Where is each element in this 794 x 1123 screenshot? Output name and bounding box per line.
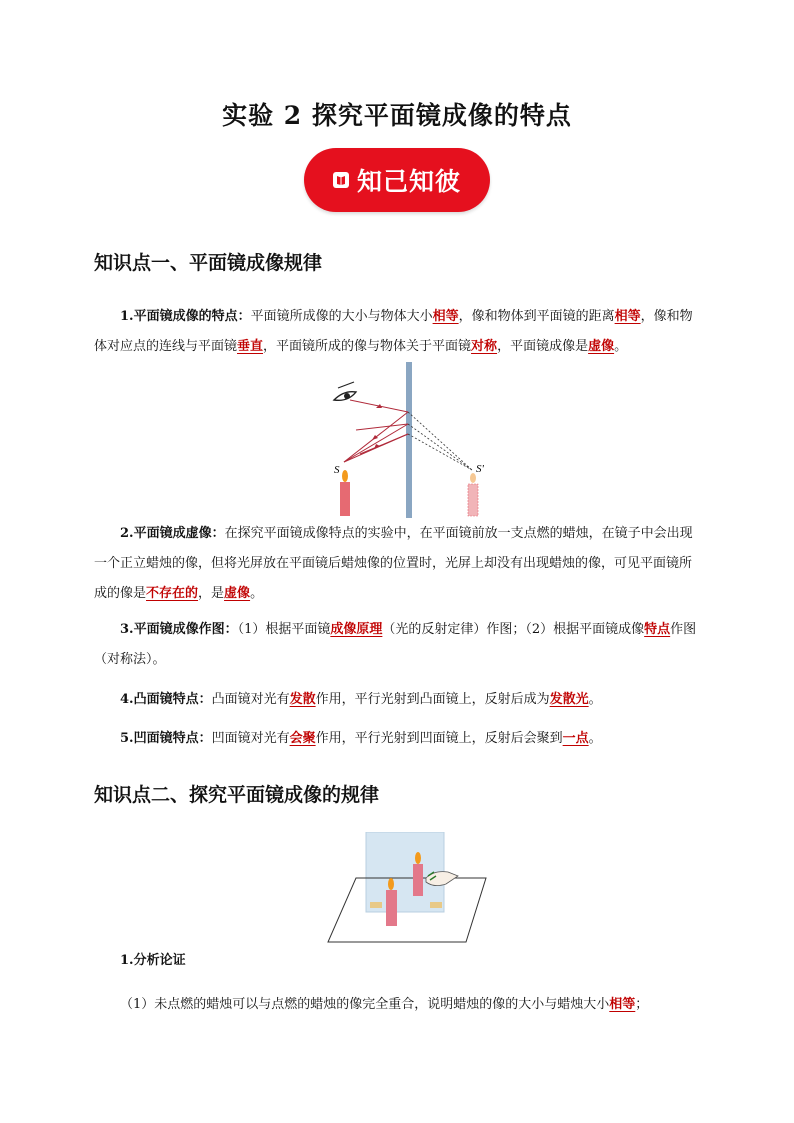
p3-text: （1）根据平面镜 bbox=[237, 622, 331, 637]
keyword: 相等 bbox=[609, 997, 636, 1012]
p6-label: 1.分析论证 bbox=[120, 953, 186, 968]
keyword: 不存在的 bbox=[146, 586, 199, 601]
page-title: 实验 2 探究平面镜成像的特点 bbox=[222, 101, 572, 130]
p4-text: 。 bbox=[588, 692, 602, 707]
label-s: S bbox=[334, 464, 340, 476]
p7-text: ； bbox=[635, 997, 649, 1012]
p3-text: 作图（对称法）。 bbox=[94, 622, 697, 667]
candle-image-icon bbox=[468, 473, 478, 516]
paragraph-3 bbox=[94, 615, 704, 675]
paragraph-7 bbox=[120, 990, 720, 1020]
section2-heading: 知识点二、探究平面镜成像的规律 bbox=[94, 784, 380, 806]
keyword: 特点 bbox=[644, 622, 671, 637]
keyword: 发散 bbox=[289, 692, 316, 707]
section1-heading: 知识点一、平面镜成像规律 bbox=[94, 252, 323, 274]
p1-text: 平面镜所成像的大小与物体大小 bbox=[250, 309, 433, 324]
p1-label: 1.平面镜成像的特点： bbox=[120, 309, 251, 324]
paragraph-2 bbox=[94, 519, 704, 609]
block-left bbox=[370, 902, 382, 908]
keyword: 相等 bbox=[614, 309, 641, 324]
paragraph-5 bbox=[94, 724, 704, 754]
p2-text: 。 bbox=[250, 586, 264, 601]
candle-experiment-figure bbox=[326, 832, 488, 944]
mirror-ray-diagram bbox=[320, 362, 500, 518]
label-s-prime: S' bbox=[476, 463, 484, 475]
keyword: 一点 bbox=[562, 731, 589, 746]
p2-text: 在探究平面镜成像特点的实验中，在平面镜前放一支点燃的蜡烛，在镜子中会出现一个正立蜡烛的像，但将光屏放在平面镜后蜡烛像的位置时，光屏上却没有出现蜡烛的像，可见平面镜所成的像是 bbox=[94, 526, 693, 601]
p3-text: （光的反射定律）作图；（2）根据平面镜成像 bbox=[382, 622, 645, 637]
keyword: 虚像 bbox=[224, 586, 251, 601]
p5-text: 作用，平行光射到凹面镜上，反射后会聚到 bbox=[315, 731, 563, 746]
section-badge bbox=[304, 148, 490, 212]
p3-label: 3.平面镜成像作图： bbox=[120, 622, 238, 637]
p5-label: 5.凹面镜特点： bbox=[120, 731, 212, 746]
keyword: 垂直 bbox=[237, 339, 264, 354]
p2-label: 2.平面镜成虚像： bbox=[120, 526, 225, 541]
paragraph-6 bbox=[94, 946, 704, 976]
keyword: 成像原理 bbox=[330, 622, 383, 637]
p1-text: 。 bbox=[614, 339, 628, 354]
badge-label: 知己知彼 bbox=[356, 167, 461, 196]
book-icon bbox=[333, 172, 349, 188]
keyword: 虚像 bbox=[588, 339, 615, 354]
eye-icon bbox=[334, 382, 356, 400]
p7-text: （1）未点燃的蜡烛可以与点燃的蜡烛的像完全重合，说明蜡烛的像的大小与蜡烛大小 bbox=[120, 997, 610, 1012]
p1-text: ，平面镜所成的像与物体关于平面镜 bbox=[263, 339, 472, 354]
candle-icon bbox=[340, 470, 350, 516]
p1-text: ，像和物体对应点的连线与平面镜 bbox=[94, 309, 693, 354]
p4-text: 作用，平行光射到凸面镜上，反射后成为 bbox=[315, 692, 550, 707]
p4-label: 4.凸面镜特点： bbox=[120, 692, 212, 707]
p2-text: ，是 bbox=[198, 586, 225, 601]
glass-plate bbox=[366, 832, 444, 912]
keyword: 发散光 bbox=[549, 692, 589, 707]
p1-text: ，平面镜成像是 bbox=[497, 339, 589, 354]
paragraph-4 bbox=[94, 685, 704, 715]
keyword: 会聚 bbox=[289, 731, 316, 746]
p4-text: 凸面镜对光有 bbox=[211, 692, 290, 707]
keyword: 对称 bbox=[471, 339, 498, 354]
p1-text: ，像和物体到平面镜的距离 bbox=[458, 309, 615, 324]
keyword: 相等 bbox=[432, 309, 459, 324]
hand-icon bbox=[426, 872, 458, 886]
p5-text: 凹面镜对光有 bbox=[211, 731, 290, 746]
paragraph-1 bbox=[94, 302, 704, 362]
plane-mirror bbox=[406, 362, 412, 518]
p5-text: 。 bbox=[588, 731, 602, 746]
block-right bbox=[430, 902, 442, 908]
